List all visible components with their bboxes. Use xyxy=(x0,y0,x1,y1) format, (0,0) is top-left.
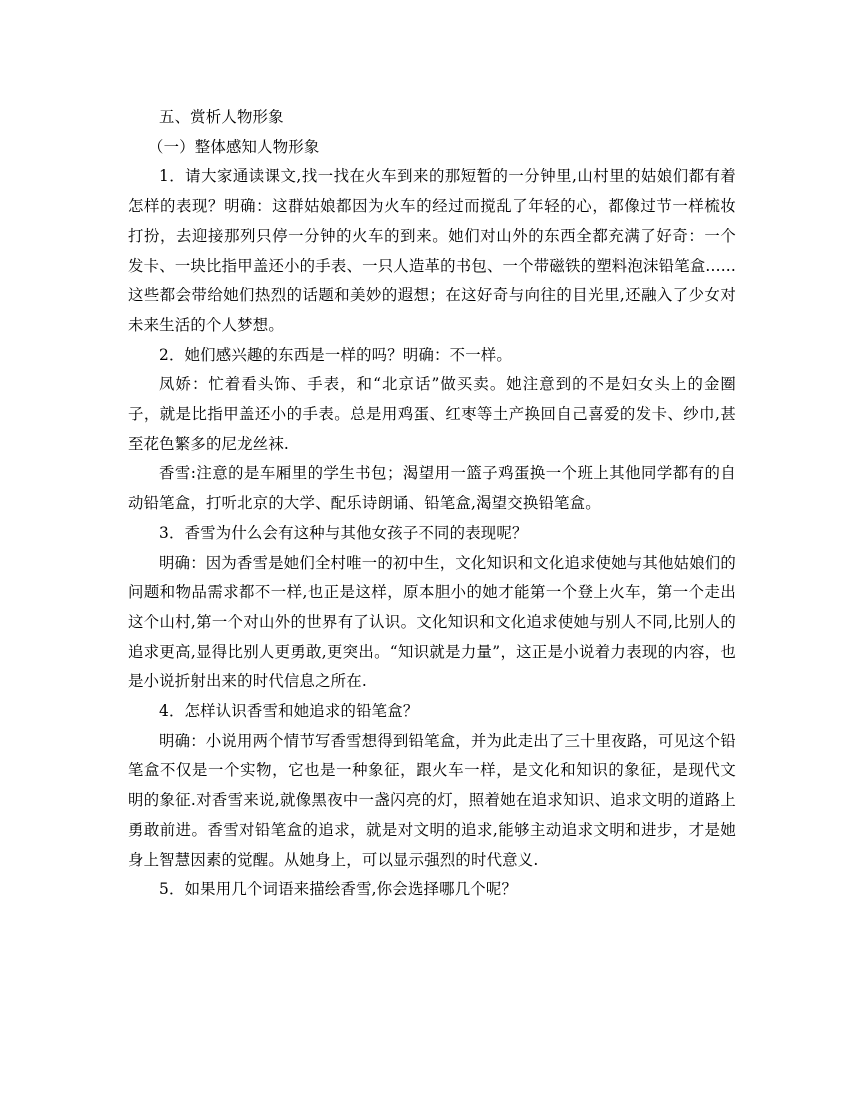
paragraph-question-1: 1．请大家通读课文,找一找在火车到来的那短暂的一分钟里,山村里的姑娘们都有着怎样的表现？明确：这群姑娘都因为火车的经过而搅乱了年轻的心，都像过节一样梳妆打扮，去迎接那列只停一分钟的火车的到来。她们对山外的东西全都充满了好奇：一个发卡、一块比指甲盖还小的手表、一只人造革的书包、一个带磁铁的塑料泡沫铅笔盒......这些都会带给她们热烈的话题和美妙的遐想；在这好奇与向往的目光里,还融入了少女对未来生活的个人梦想。 xyxy=(128,167,736,334)
sub-heading: （一）整体感知人物形象 xyxy=(148,137,320,156)
paragraph-answer-4: 明确：小说用两个情节写香雪想得到铅笔盒，并为此走出了三十里夜路，可见这个铅笔盒不仅是一个实物，它也是一种象征，跟火车一样，是文化和知识的象征，是现代文明的象征.对香雪来说,就像黑夜中一盏闪亮的灯，照着她在追求知识、追求文明的道路上勇敢前进。香雪对铅笔盒的追求，就是对文明的追求,能够主动追求文明和进步，才是她身上智慧因素的觉醒。从她身上，可以显示强烈的时代意义. xyxy=(128,731,736,869)
paragraph-answer-3: 明确：因为香雪是她们全村唯一的初中生，文化知识和文化追求使她与其他姑娘们的问题和物品需求都不一样,也正是这样，原本胆小的她才能第一个登上火车，第一个走出这个山村,第一个对山外的世界有了认识。文化知识和文化追求使她与别人不同,比别人的追求更高,显得比别人更勇敢,更突出。“知识就是力量”，这正是小说着力表现的内容，也是小说折射出来的时代信息之所在. xyxy=(128,553,736,691)
paragraph-question-3: 3．香雪为什么会有这种与其他女孩子不同的表现呢？ xyxy=(159,523,528,542)
paragraph-fengjiao: 凤娇：忙着看头饰、手表，和“北京话”做买卖。她注意到的不是妇女头上的金圈子，就是比指甲盖还小的手表。总是用鸡蛋、红枣等土产换回自己喜爱的发卡、纱巾,甚至花色繁多的尼龙丝袜. xyxy=(128,375,736,453)
paragraph-question-5: 5．如果用几个词语来描绘香雪,你会选择哪几个呢？ xyxy=(159,880,518,899)
document-body xyxy=(128,103,736,905)
paragraph-xiangxue: 香雪:注意的是车厢里的学生书包；渴望用一篮子鸡蛋换一个班上其他同学都有的自动铅笔盒，打听北京的大学、配乐诗朗诵、铅笔盒,渴望交换铅笔盒。 xyxy=(128,464,736,513)
paragraph-question-2: 2．她们感兴趣的东西是一样的吗？明确：不一样。 xyxy=(159,345,512,364)
section-heading: 五、赏析人物形象 xyxy=(159,108,284,126)
paragraph-question-4: 4．怎样认识香雪和她追求的铅笔盒？ xyxy=(159,702,419,721)
